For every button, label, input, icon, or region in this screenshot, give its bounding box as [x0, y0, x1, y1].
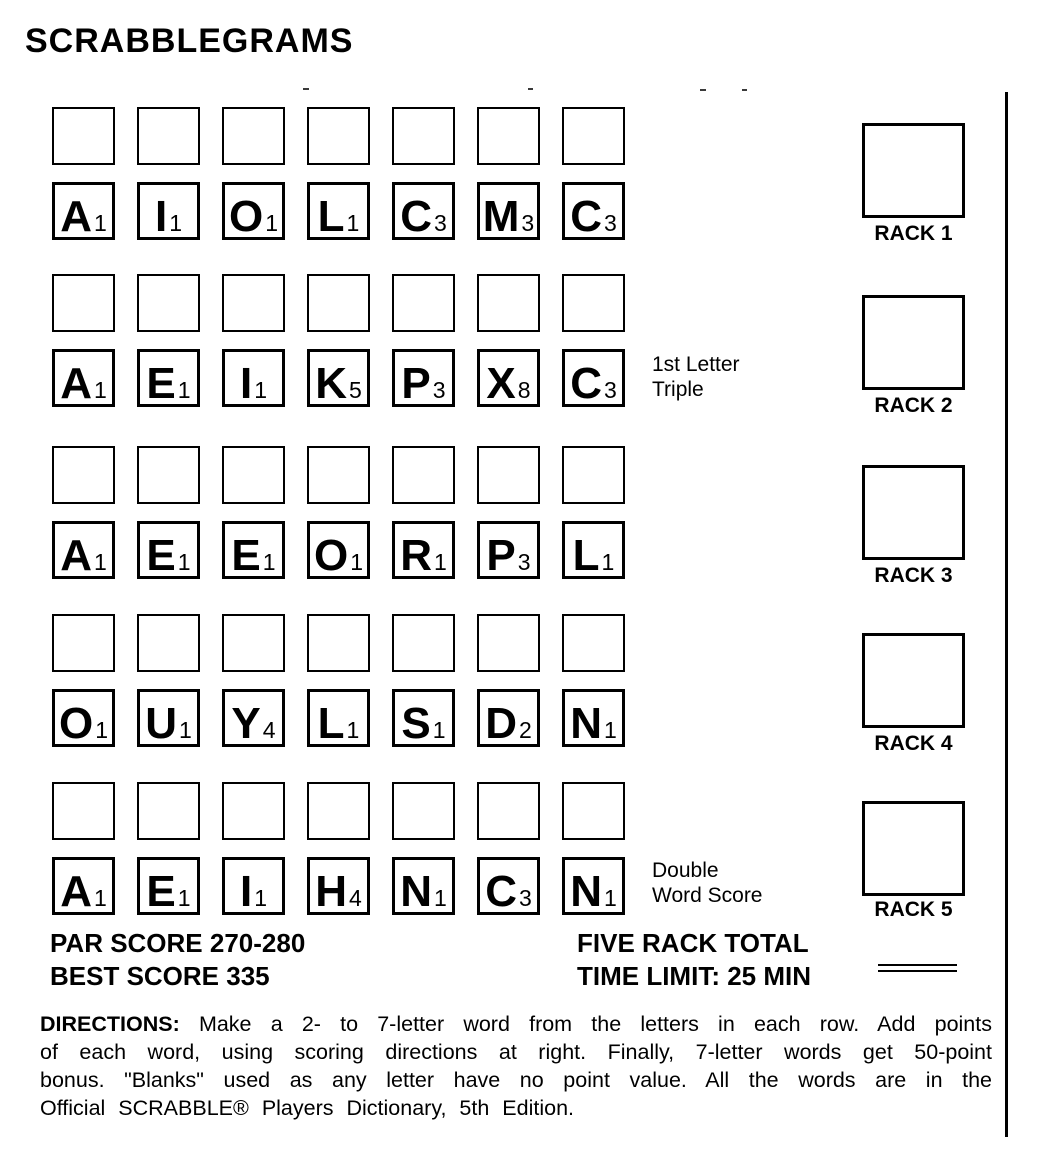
answer-box[interactable]	[222, 614, 285, 672]
tile-points: 5	[348, 377, 362, 403]
tile-letter: C	[485, 867, 517, 916]
bonus-note-line: 1st Letter	[652, 353, 740, 376]
rack-1-box[interactable]	[862, 123, 965, 218]
answer-box[interactable]	[307, 446, 370, 504]
tile-letter: K	[315, 359, 347, 408]
tile-points: 3	[603, 210, 617, 236]
answer-box[interactable]	[307, 274, 370, 332]
letter-tile	[392, 521, 455, 579]
answer-box[interactable]	[477, 107, 540, 165]
letter-tile	[392, 182, 455, 240]
answer-box-row	[52, 274, 625, 332]
tile-letter: C	[570, 359, 602, 408]
letter-tile	[52, 689, 115, 747]
tile-points: 1	[603, 717, 617, 743]
tile-points: 4	[262, 717, 276, 743]
letter-tile-row	[52, 349, 625, 407]
cut-mark	[528, 88, 533, 90]
tile-points: 1	[93, 210, 107, 236]
answer-box[interactable]	[562, 274, 625, 332]
letter-tile	[137, 182, 200, 240]
tile-points: 1	[433, 885, 447, 911]
five-rack-total-line[interactable]	[878, 964, 957, 972]
tile-letter: I	[239, 867, 253, 916]
answer-box-row	[52, 107, 625, 165]
puzzle-row-4	[52, 614, 625, 747]
tile-points: 1	[169, 210, 183, 236]
directions-line-4: Official SCRABBLE® Players Dictionary, 5th Edition.	[40, 1096, 574, 1120]
answer-box[interactable]	[477, 274, 540, 332]
tile-points: 3	[518, 885, 532, 911]
letter-tile	[307, 689, 370, 747]
par-score-text: PAR SCORE 270-280	[50, 928, 306, 958]
answer-box[interactable]	[562, 107, 625, 165]
letter-tile	[307, 182, 370, 240]
answer-box[interactable]	[222, 446, 285, 504]
tile-points: 1	[254, 885, 268, 911]
answer-box[interactable]	[477, 446, 540, 504]
directions-line-2: of each word, using scoring directions at right. Finally, 7-letter words get 50-point	[40, 1040, 992, 1064]
tile-points: 1	[95, 717, 109, 743]
tile-letter: N	[570, 699, 602, 748]
answer-box[interactable]	[307, 782, 370, 840]
letter-tile	[392, 689, 455, 747]
letter-tile	[52, 857, 115, 915]
tile-points: 3	[432, 377, 446, 403]
tile-letter: I	[239, 359, 253, 408]
tile-letter: A	[60, 359, 92, 408]
tile-letter: H	[315, 867, 347, 916]
tile-points: 1	[93, 377, 107, 403]
answer-box[interactable]	[137, 446, 200, 504]
letter-tile	[562, 182, 625, 240]
tile-points: 3	[517, 549, 531, 575]
tile-points: 3	[521, 210, 535, 236]
tile-points: 1	[93, 549, 107, 575]
tile-letter: A	[60, 531, 92, 580]
answer-box[interactable]	[222, 274, 285, 332]
bonus-note-line: Double	[652, 859, 719, 882]
rack-3-label: RACK 3	[874, 564, 953, 587]
tile-points: 1	[433, 549, 447, 575]
answer-box[interactable]	[392, 782, 455, 840]
answer-box[interactable]	[562, 782, 625, 840]
tile-points: 1	[265, 210, 279, 236]
tile-letter: C	[400, 192, 432, 241]
letter-tile	[477, 689, 540, 747]
tile-letter: O	[228, 192, 264, 241]
letter-tile	[477, 182, 540, 240]
letter-tile	[222, 182, 285, 240]
answer-box[interactable]	[477, 782, 540, 840]
rack-4-label: RACK 4	[874, 732, 953, 755]
rack-1-label: RACK 1	[874, 222, 953, 245]
tile-points: 1	[177, 885, 191, 911]
tile-points: 1	[603, 885, 617, 911]
tile-letter: P	[401, 359, 431, 408]
directions-line-3: bonus. "Blanks" used as any letter have no point value. All the words are in the	[40, 1068, 992, 1092]
tile-letter: Y	[231, 699, 261, 748]
tile-points: 1	[262, 549, 276, 575]
answer-box[interactable]	[137, 782, 200, 840]
letter-tile	[307, 349, 370, 407]
letter-tile-row	[52, 521, 625, 579]
directions-line-1: DIRECTIONS: Make a 2- to 7-letter word from the letters in each row. Add points	[40, 1012, 992, 1036]
tile-letter: L	[317, 192, 345, 241]
answer-box[interactable]	[137, 274, 200, 332]
tile-letter: A	[60, 867, 92, 916]
best-score-text: BEST SCORE 335	[50, 961, 270, 991]
answer-box[interactable]	[392, 107, 455, 165]
tile-points: 2	[518, 717, 532, 743]
letter-tile-row	[52, 857, 625, 915]
answer-box[interactable]	[52, 446, 115, 504]
letter-tile	[52, 521, 115, 579]
tile-letter: S	[401, 699, 431, 748]
letter-tile	[392, 857, 455, 915]
letter-tile	[562, 521, 625, 579]
answer-box[interactable]	[392, 446, 455, 504]
letter-tile	[52, 182, 115, 240]
tile-letter: E	[231, 531, 261, 580]
tile-letter: E	[146, 867, 176, 916]
rack-5-box[interactable]	[862, 801, 965, 896]
letter-tile-row	[52, 689, 625, 747]
tile-points: 1	[93, 885, 107, 911]
answer-box[interactable]	[52, 782, 115, 840]
tile-letter: L	[317, 699, 345, 748]
tile-letter: P	[486, 531, 516, 580]
answer-box-row	[52, 614, 625, 672]
letter-tile	[307, 857, 370, 915]
puzzle-row-2	[52, 274, 625, 407]
directions-label: DIRECTIONS:	[40, 1012, 180, 1036]
cut-mark	[303, 88, 309, 90]
tile-letter: U	[145, 699, 177, 748]
tile-points: 1	[177, 377, 191, 403]
tile-points: 1	[346, 717, 360, 743]
page-title: SCRABBLEGRAMS	[25, 22, 354, 60]
tile-points: 8	[517, 377, 531, 403]
letter-tile	[477, 857, 540, 915]
answer-box[interactable]	[307, 107, 370, 165]
letter-tile	[137, 689, 200, 747]
bonus-note-row-5	[652, 858, 763, 908]
letter-tile	[222, 521, 285, 579]
tile-points: 3	[603, 377, 617, 403]
letter-tile	[222, 689, 285, 747]
tile-letter: D	[485, 699, 517, 748]
tile-points: 4	[348, 885, 362, 911]
letter-tile	[562, 857, 625, 915]
tile-letter: R	[400, 531, 432, 580]
bonus-note-line: Word Score	[652, 884, 763, 907]
letter-tile	[52, 349, 115, 407]
rack-4-box[interactable]	[862, 633, 965, 728]
tile-points: 1	[178, 717, 192, 743]
tile-points: 1	[350, 549, 364, 575]
letter-tile	[222, 857, 285, 915]
answer-box[interactable]	[562, 446, 625, 504]
letter-tile	[392, 349, 455, 407]
letter-tile	[137, 521, 200, 579]
tile-points: 1	[601, 549, 615, 575]
tile-letter: N	[570, 867, 602, 916]
answer-box[interactable]	[562, 614, 625, 672]
tile-points: 3	[433, 210, 447, 236]
letter-tile	[477, 521, 540, 579]
tile-points: 1	[432, 717, 446, 743]
tile-points: 1	[177, 549, 191, 575]
tile-letter: E	[146, 359, 176, 408]
letter-tile	[562, 349, 625, 407]
answer-box[interactable]	[307, 614, 370, 672]
answer-box[interactable]	[392, 274, 455, 332]
letter-tile	[137, 349, 200, 407]
tile-letter: O	[313, 531, 349, 580]
puzzle-row-5	[52, 782, 625, 915]
bonus-note-row-2	[652, 352, 740, 402]
answer-box[interactable]	[137, 107, 200, 165]
tile-letter: X	[486, 359, 516, 408]
answer-box[interactable]	[52, 107, 115, 165]
rack-3-box[interactable]	[862, 465, 965, 560]
letter-tile	[307, 521, 370, 579]
rack-2-box[interactable]	[862, 295, 965, 390]
tile-points: 1	[346, 210, 360, 236]
puzzle-row-1	[52, 107, 625, 240]
answer-box[interactable]	[392, 614, 455, 672]
letter-tile-row	[52, 182, 625, 240]
rack-2-label: RACK 2	[874, 394, 953, 417]
answer-box[interactable]	[52, 614, 115, 672]
directions-paragraph	[40, 1010, 992, 1122]
letter-tile	[222, 349, 285, 407]
tile-letter: O	[58, 699, 94, 748]
tile-letter: N	[400, 867, 432, 916]
tile-letter: L	[572, 531, 600, 580]
tile-letter: I	[154, 192, 168, 241]
answer-box[interactable]	[137, 614, 200, 672]
puzzle-row-3	[52, 446, 625, 579]
letter-tile	[477, 349, 540, 407]
bonus-note-line: Triple	[652, 378, 704, 401]
cut-mark	[742, 89, 747, 91]
letter-tile	[137, 857, 200, 915]
answer-box[interactable]	[222, 107, 285, 165]
time-limit-text: TIME LIMIT: 25 MIN	[577, 961, 811, 991]
answer-box-row	[52, 782, 625, 840]
tile-letter: C	[570, 192, 602, 241]
cut-mark	[700, 89, 706, 91]
rack-5-label: RACK 5	[874, 898, 953, 921]
letter-tile	[562, 689, 625, 747]
tile-letter: M	[482, 192, 520, 241]
tile-letter: A	[60, 192, 92, 241]
tile-letter: E	[146, 531, 176, 580]
five-rack-total-label: FIVE RACK TOTAL	[577, 928, 809, 958]
answer-box[interactable]	[52, 274, 115, 332]
answer-box[interactable]	[477, 614, 540, 672]
answer-box[interactable]	[222, 782, 285, 840]
tile-points: 1	[254, 377, 268, 403]
answer-box-row	[52, 446, 625, 504]
right-column-divider	[1005, 92, 1008, 1137]
